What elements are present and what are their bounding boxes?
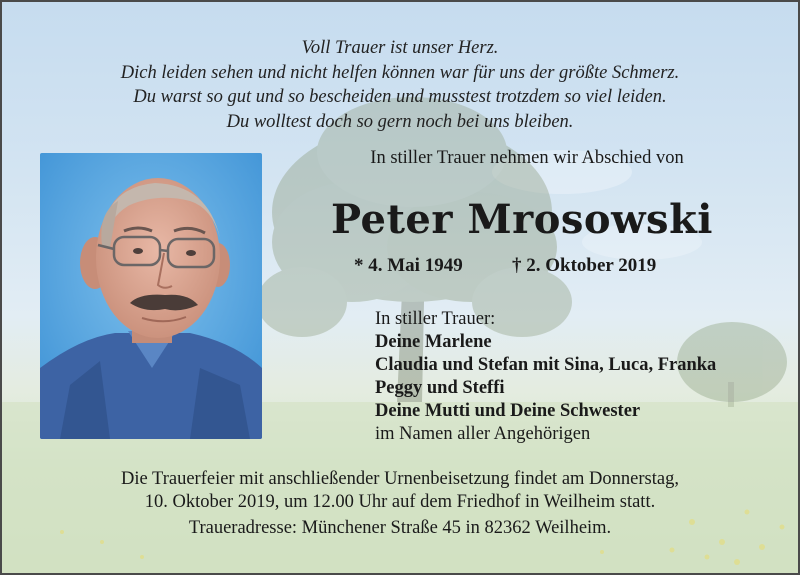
poem-line: Du wolltest doch so gern noch bei uns bleiben. <box>226 111 574 132</box>
ceremony-line: Die Trauerfeier mit anschließender Urnenbeisetzung findet am Donnerstag, <box>121 469 679 489</box>
mourning-address: Traueradresse: Münchener Straße 45 in 82362 Weilheim. <box>188 518 612 538</box>
mourners-closing: im Namen aller Angehörigen <box>375 424 591 444</box>
portrait-photo <box>40 153 262 439</box>
farewell-intro: In stiller Trauer nehmen wir Abschied von <box>370 148 684 168</box>
mourners-heading: In stiller Trauer: <box>375 309 496 329</box>
poem-line: Du warst so gut und so bescheiden und musstest trotzdem so viel leiden. <box>133 87 667 107</box>
ceremony-info <box>2 468 798 514</box>
poem <box>2 36 798 134</box>
death-date: † 2. Oktober 2019 <box>512 255 657 276</box>
mourner-name: Peggy und Steffi <box>375 378 505 398</box>
mourners-list <box>375 308 716 446</box>
ceremony-line: 10. Oktober 2019, um 12.00 Uhr auf dem Friedhof in Weilheim statt. <box>144 492 656 512</box>
mourner-name: Claudia und Stefan mit Sina, Luca, Franka <box>375 355 717 375</box>
poem-line: Dich leiden sehen und nicht helfen können war für uns der größte Schmerz. <box>120 62 680 83</box>
mourner-name: Deine Mutti und Deine Schwester <box>375 401 641 421</box>
mourner-name: Deine Marlene <box>375 332 492 352</box>
poem-line: Voll Trauer ist unser Herz. <box>301 38 499 58</box>
birth-date: * 4. Mai 1949 <box>354 255 463 276</box>
deceased-name: Peter Mrosowski <box>331 196 713 243</box>
